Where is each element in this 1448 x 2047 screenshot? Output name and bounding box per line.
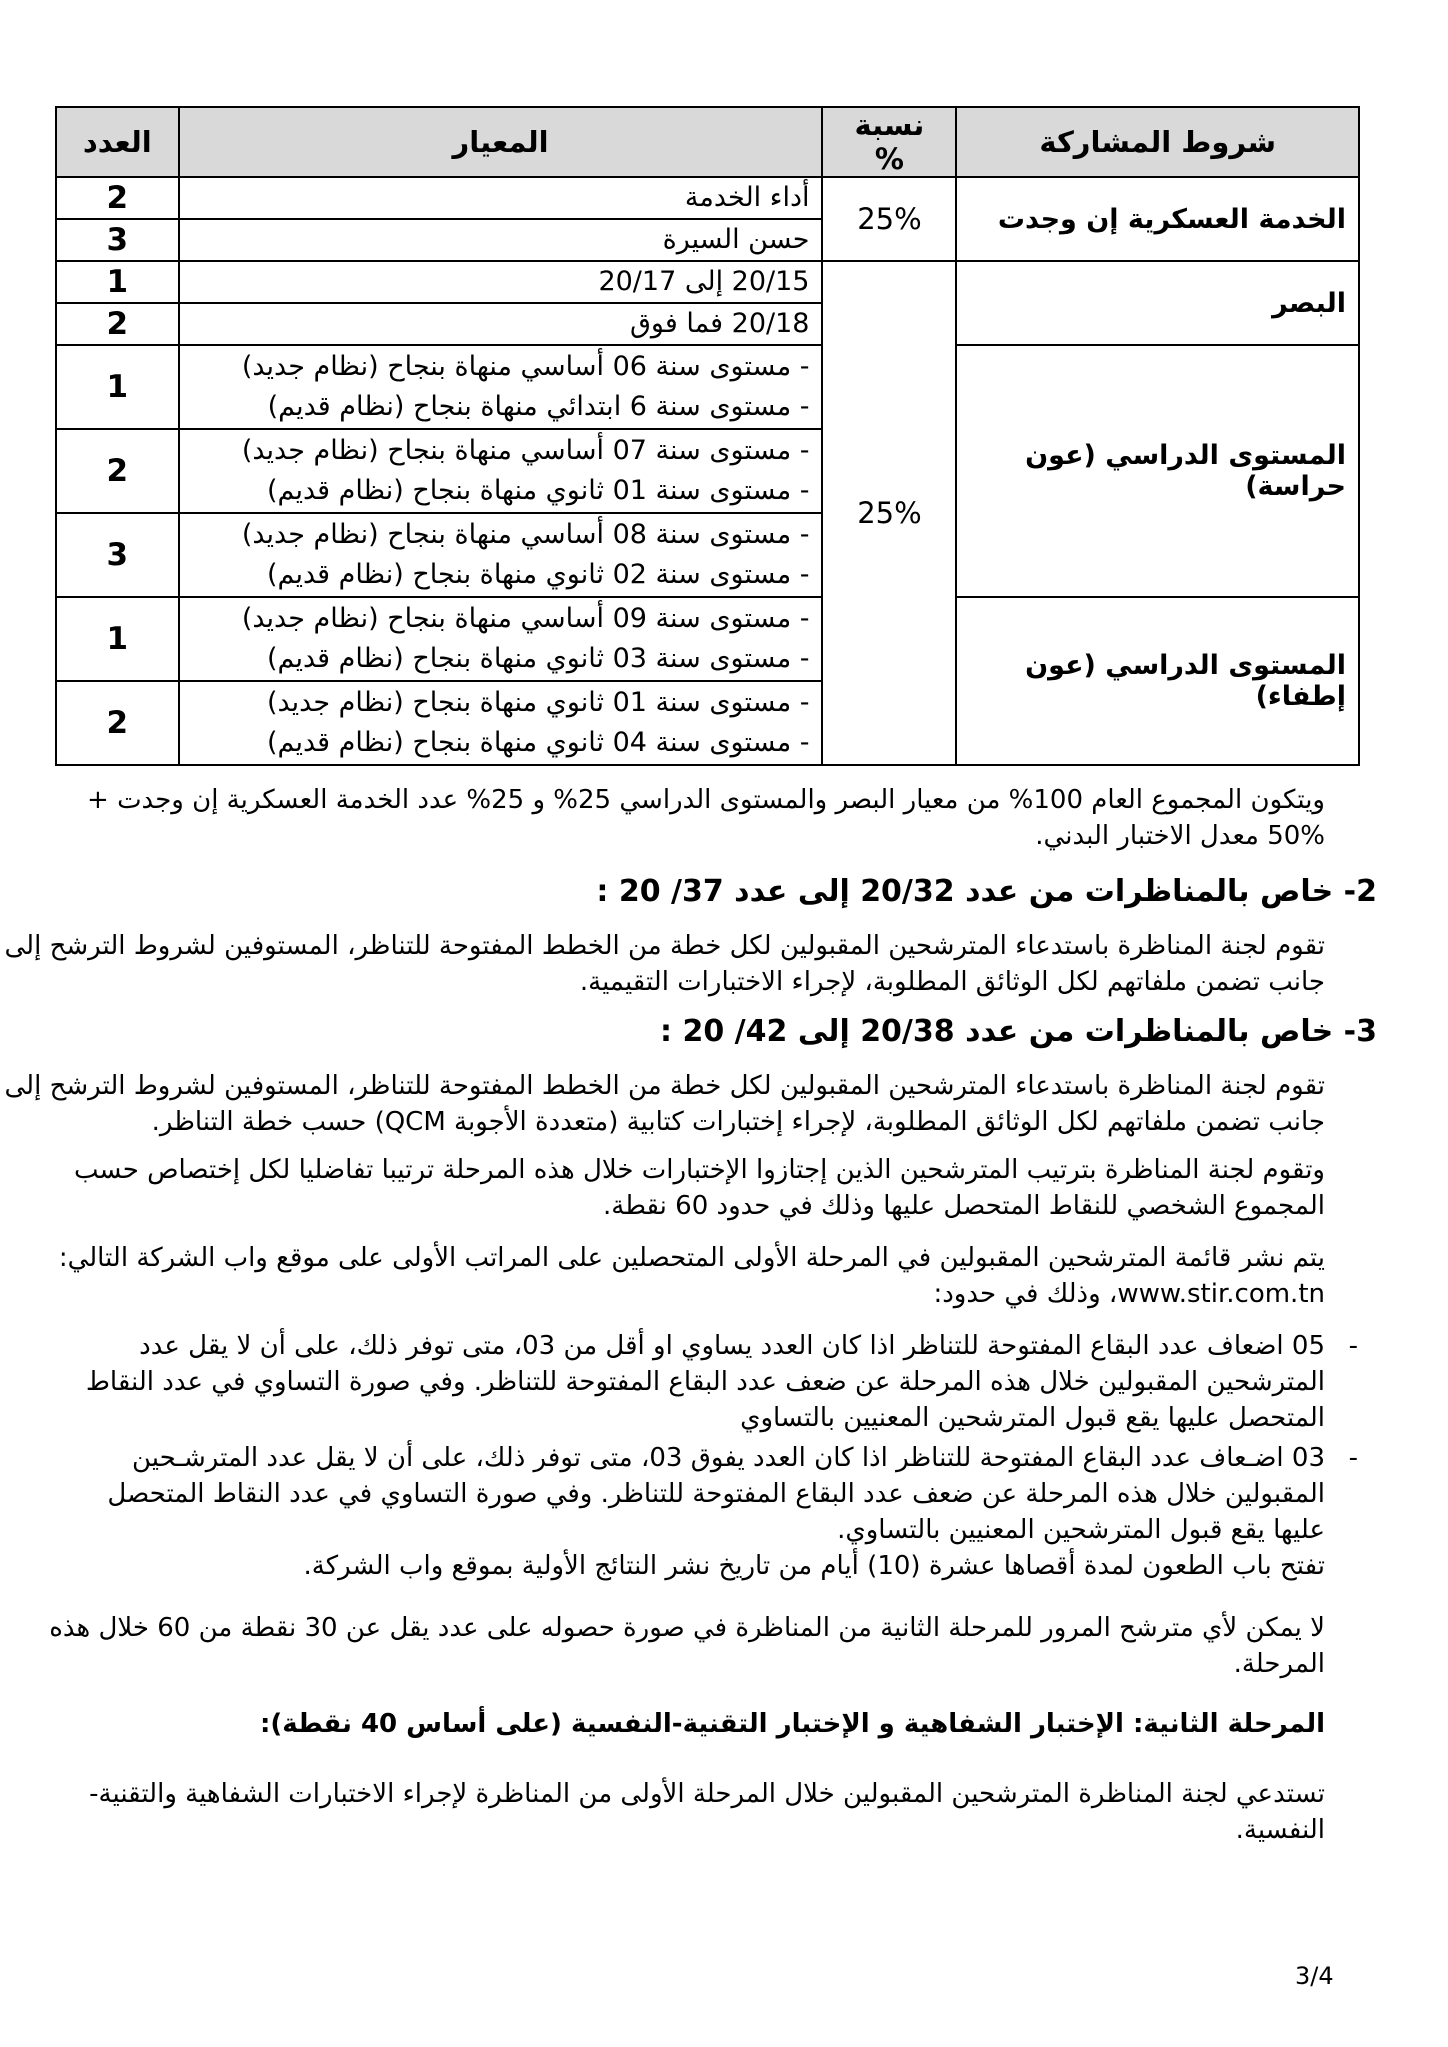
criterion-line: - مستوى سنة 08 أساسي منهاة بنجاح (نظام جديد): [241, 519, 810, 550]
text-line: لا يمكن لأي مترشح المرور للمرحلة الثانية من المناظرة في صورة حصوله على عدد يقل عن 30 نقطة من 60 خلال هذه: [49, 1613, 1325, 1643]
criterion-cell: [179, 345, 823, 429]
condition-education-fire: المستوى الدراسي (عون إطفاء): [956, 597, 1359, 765]
criterion-line: - مستوى سنة 01 ثانوي منهاة بنجاح (نظام جديد): [266, 687, 810, 718]
count-cell: 1: [56, 345, 179, 429]
condition-education-guard: المستوى الدراسي (عون حراسة): [956, 345, 1359, 597]
text-line: جانب تضمن ملفاتهم لكل الوثائق المطلوبة، لإجراء إختبارات كتابية (متعددة الأجوبة QCM) حسب خطة التناظر.: [151, 1107, 1325, 1137]
criterion-cell: [179, 597, 823, 681]
section-3-paragraph-3: [58, 1240, 1325, 1312]
count-cell: 1: [56, 261, 179, 303]
text-line: وتقوم لجنة المناظرة بترتيب المترشحين الذين إجتازوا الإختبارات خلال هذه المرحلة ترتيبا تفاضليا لكل إختصاص حسب: [74, 1155, 1325, 1185]
percentage-military: 25%: [822, 177, 956, 261]
text-line: عليها يقع قبول المترشحين المعنيين بالتساوي.: [837, 1515, 1325, 1545]
count-cell: 3: [56, 513, 179, 597]
criterion-line: - مستوى سنة 04 ثانوي منهاة بنجاح (نظام قديم): [266, 727, 810, 758]
condition-vision: البصر: [956, 261, 1359, 345]
text-line: www.stir.com.tn، وذلك في حدود:: [933, 1279, 1325, 1309]
text-line: المرحلة.: [1233, 1649, 1325, 1679]
header-percentage: نسبة %: [822, 107, 956, 177]
table-row: [56, 597, 1359, 681]
count-cell: 2: [56, 177, 179, 219]
header-count: العدد: [56, 107, 179, 177]
bullet-item: [85, 1328, 1358, 1436]
text-line: تفتح باب الطعون لمدة أقصاها عشرة (10) أيام من تاريخ نشر النتائج الأولية بموقع واب الشركة.: [303, 1551, 1325, 1581]
text-line: المتحصل عليها يقع قبول المترشحين المعنيين بالتساوي: [740, 1403, 1325, 1433]
section-3-paragraph-1: [4, 1068, 1325, 1140]
table-row: [56, 345, 1359, 429]
criterion-cell: [179, 513, 823, 597]
section-2-paragraph: [4, 928, 1325, 1000]
header-criterion: المعيار: [179, 107, 823, 177]
section-3-paragraph-2: [74, 1152, 1325, 1224]
criterion-line: - مستوى سنة 02 ثانوي منهاة بنجاح (نظام قديم): [266, 559, 810, 590]
count-cell: 1: [56, 597, 179, 681]
text-line: المقبولين خلال هذه المرحلة عن ضعف عدد البقاع المفتوحة للتناظر. وفي صورة التساوي في عدد النقاط المتحصل: [107, 1479, 1325, 1509]
text-line: ويتكون المجموع العام 100% من معيار البصر والمستوى الدراسي 25% و 25% عدد الخدمة العسكرية إن وجدت +: [87, 785, 1325, 815]
text-line: المترشحين المقبولين خلال هذه المرحلة عن ضعف عدد البقاع المفتوحة للتناظر. وفي صورة التساوي في عدد النقاط: [85, 1367, 1325, 1397]
criterion-cell: [179, 429, 823, 513]
condition-military: الخدمة العسكرية إن وجدت: [956, 177, 1359, 261]
percentage-shared: 25%: [822, 261, 956, 765]
table-row: [56, 261, 1359, 303]
table-row: [56, 177, 1359, 219]
text-line: تقوم لجنة المناظرة باستدعاء المترشحين المقبولين لكل خطة من الخطط المفتوحة للتناظر، المستوفين لشروط الترشح إلى: [4, 1071, 1325, 1101]
text-line: المجموع الشخصي للنقاط المتحصل عليها وذلك في حدود 60 نقطة.: [602, 1191, 1325, 1221]
stage-2-paragraph: [89, 1776, 1325, 1848]
bullet-dash: -: [1348, 1443, 1358, 1473]
text-line: 03 اضـعاف عدد البقاع المفتوحة للتناظر اذا كان العدد يفوق 03، متى توفر ذلك، على أن لا يقل عدد المترشـحين: [131, 1443, 1325, 1473]
criterion-line: - مستوى سنة 6 ابتدائي منهاة بنجاح (نظام قديم): [267, 391, 810, 422]
criterion-cell: [179, 681, 823, 765]
text-line: يتم نشر قائمة المترشحين المقبولين في المرحلة الأولى المتحصلين على المراتب الأولى على موقع واب الشركة التالي:: [58, 1243, 1325, 1273]
bullet-dash: -: [1348, 1331, 1358, 1361]
count-cell: 2: [56, 681, 179, 765]
text-line: النفسية.: [1235, 1815, 1325, 1845]
stage-2-heading: المرحلة الثانية: الإختبار الشفاهية و الإختبار التقنية-النفسية (على أساس 40 نقطة):: [260, 1709, 1325, 1739]
count-cell: 3: [56, 219, 179, 261]
text-line: 50% معدل الاختبار البدني.: [1035, 821, 1325, 851]
criterion-cell: 20/15 إلى 20/17: [179, 261, 823, 303]
criterion-line: - مستوى سنة 01 ثانوي منهاة بنجاح (نظام قديم): [266, 475, 810, 506]
page-number: 3/4: [1295, 1962, 1334, 1990]
section-2-heading: 2- خاص بالمناظرات من عدد 20/32 إلى عدد 37/ 20 :: [596, 874, 1377, 909]
criterion-line: - مستوى سنة 07 أساسي منهاة بنجاح (نظام جديد): [241, 435, 810, 466]
bullet-item: [95, 1440, 1358, 1548]
table-header-row: [56, 107, 1359, 177]
total-score-note: [87, 782, 1325, 854]
criterion-cell: أداء الخدمة: [179, 177, 823, 219]
text-line: جانب تضمن ملفاتهم لكل الوثائق المطلوبة، لإجراء الاختبارات التقيمية.: [579, 967, 1325, 997]
criterion-cell: حسن السيرة: [179, 219, 823, 261]
criterion-line: - مستوى سنة 09 أساسي منهاة بنجاح (نظام جديد): [241, 603, 810, 634]
appeal-notice: [95, 1548, 1325, 1584]
criterion-line: - مستوى سنة 03 ثانوي منهاة بنجاح (نظام قديم): [266, 643, 810, 674]
criterion-line: - مستوى سنة 06 أساسي منهاة بنجاح (نظام جديد): [241, 351, 810, 382]
count-cell: 2: [56, 429, 179, 513]
text-line: 05 اضعاف عدد البقاع المفتوحة للتناظر اذا كان العدد يساوي او أقل من 03، متى توفر ذلك، على أن لا يقل عدد: [139, 1331, 1325, 1361]
text-line: تقوم لجنة المناظرة باستدعاء المترشحين المقبولين لكل خطة من الخطط المفتوحة للتناظر، المستوفين لشروط الترشح إلى: [4, 931, 1325, 961]
text-line: تستدعي لجنة المناظرة المترشحين المقبولين خلال المرحلة الأولى من المناظرة لإجراء الاختبارات الشفاهية والتقنية-: [89, 1779, 1325, 1809]
header-conditions: شروط المشاركة: [956, 107, 1359, 177]
minimum-score-note: [49, 1610, 1325, 1682]
criterion-cell: 20/18 فما فوق: [179, 303, 823, 345]
participation-criteria-table: [55, 106, 1360, 766]
section-3-heading: 3- خاص بالمناظرات من عدد 20/38 إلى 42/ 20 :: [660, 1014, 1377, 1049]
count-cell: 2: [56, 303, 179, 345]
